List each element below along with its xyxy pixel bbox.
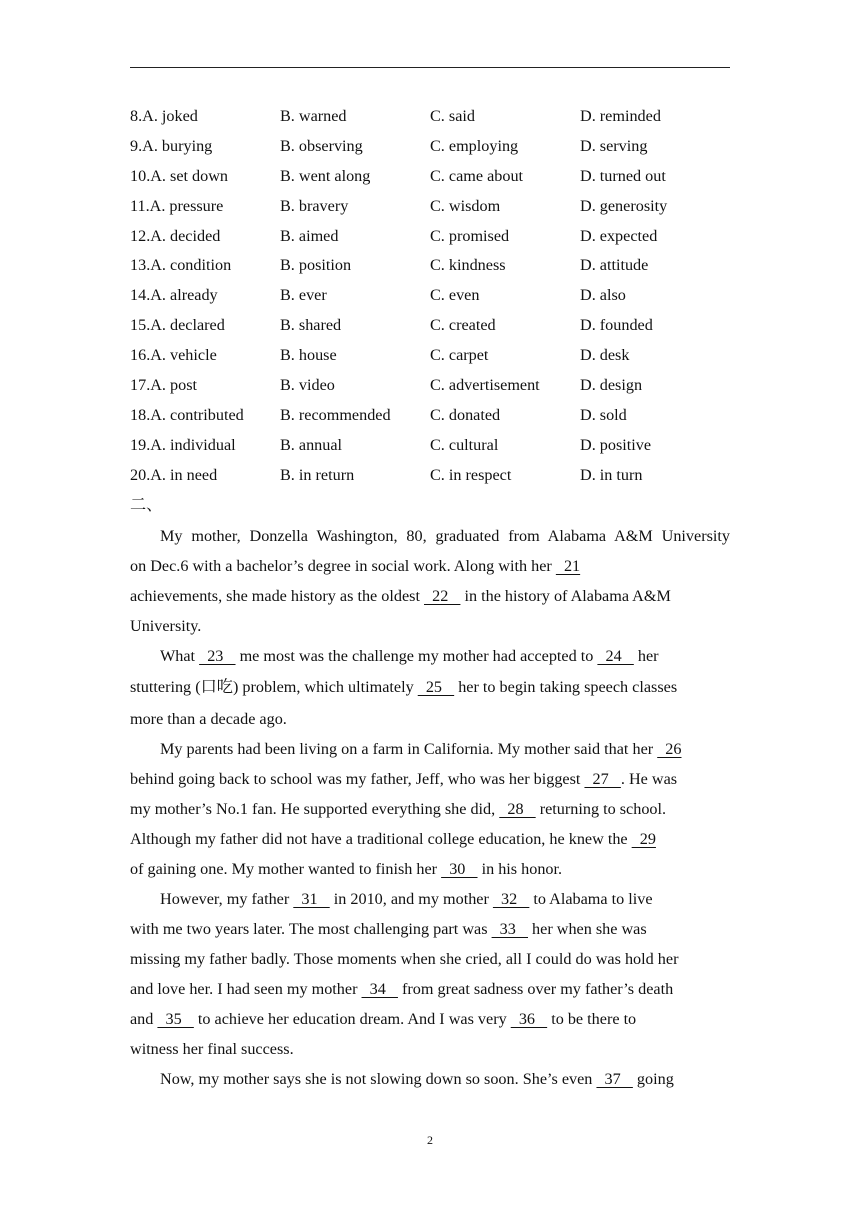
option-a: 15.A. declared	[130, 316, 225, 335]
text: University.	[130, 617, 202, 635]
blank-22: 22	[424, 587, 461, 605]
blank-30: 30	[441, 860, 478, 878]
text: Although my father did not have a traditional college education, he knew the	[130, 830, 632, 848]
option-c: C. in respect	[430, 465, 512, 484]
text: and love her. I had seen my mother	[130, 980, 362, 998]
header-rule	[130, 67, 730, 68]
blank-29: 29	[631, 830, 656, 848]
option-row	[130, 251, 730, 281]
option-row	[130, 431, 730, 461]
option-row	[130, 102, 730, 132]
option-c: C. donated	[430, 405, 501, 424]
option-a: 19.A. individual	[130, 435, 236, 454]
option-a: 17.A. post	[130, 376, 198, 395]
page-number: 2	[427, 1133, 433, 1147]
text: behind going back to school was my father, Jeff, who was her biggest	[130, 770, 585, 788]
text: Now, my mother says she is not slowing down so soon. She’s even	[160, 1070, 597, 1088]
option-a: 8.A. joked	[130, 107, 198, 125]
passage-line	[130, 1064, 730, 1094]
option-a: 11.A. pressure	[130, 196, 224, 215]
text: her when she was	[528, 920, 647, 938]
text: in the history of Alabama A&M	[460, 587, 671, 605]
blank-23: 23	[199, 647, 236, 665]
text: to achieve her education dream. And I was very	[193, 1010, 511, 1028]
option-a: 13.A. condition	[130, 256, 232, 275]
passage-line	[130, 914, 730, 944]
option-row	[130, 371, 730, 401]
passage-line	[130, 581, 730, 611]
option-d: D. serving	[580, 136, 648, 155]
passage-line	[130, 884, 730, 914]
text: on Dec.6 with a bachelor’s degree in social work. Along with her	[130, 557, 556, 575]
passage-line	[130, 734, 730, 764]
option-b: B. went along	[280, 166, 371, 185]
blank-31: 31	[293, 890, 330, 908]
option-d: D. expected	[580, 226, 658, 245]
option-c: C. employing	[430, 136, 519, 155]
option-a: 14.A. already	[130, 286, 218, 305]
option-d: D. turned out	[580, 166, 666, 185]
text: more than a decade ago.	[130, 710, 287, 728]
text: her	[633, 647, 659, 665]
text: missing my father badly. Those moments when she cried, all I could do was hold her	[130, 950, 679, 968]
option-row	[130, 132, 730, 162]
option-c: C. kindness	[430, 256, 506, 275]
blank-35: 35	[157, 1010, 194, 1028]
option-c: C. wisdom	[430, 196, 501, 215]
option-b: B. in return	[280, 465, 355, 484]
text: witness her final success.	[130, 1040, 294, 1058]
blank-34: 34	[361, 980, 398, 998]
passage-line	[130, 704, 730, 734]
passage-line	[130, 854, 730, 884]
text: However, my father	[160, 890, 294, 908]
option-c: C. carpet	[430, 346, 489, 365]
option-a: 18.A. contributed	[130, 405, 244, 424]
passage-line	[130, 794, 730, 824]
text: in his honor.	[477, 860, 563, 878]
passage-line	[130, 551, 730, 581]
blank-37: 37	[596, 1070, 633, 1088]
option-b: B. observing	[280, 136, 363, 155]
option-d: D. attitude	[580, 256, 649, 275]
blank-21: 21	[555, 557, 581, 575]
option-b: B. shared	[280, 316, 342, 335]
blank-24: 24	[597, 647, 634, 665]
option-row	[130, 192, 730, 222]
option-d: D. positive	[580, 435, 652, 454]
option-c: C. created	[430, 316, 496, 335]
blank-36: 36	[510, 1010, 548, 1028]
option-b: B. ever	[280, 286, 327, 305]
option-d: D. founded	[580, 316, 653, 335]
option-d: D. also	[580, 286, 626, 305]
text: What	[160, 647, 200, 665]
text: of gaining one. My mother wanted to finish her	[130, 860, 442, 878]
option-c: C. promised	[430, 226, 510, 245]
text: stuttering (口吃) problem, which ultimately	[130, 678, 418, 696]
blank-33: 33	[491, 920, 528, 938]
passage-line	[130, 824, 730, 854]
text: from great sadness over my father’s death	[397, 980, 674, 998]
text: her to begin taking speech classes	[454, 678, 678, 696]
option-row	[130, 401, 730, 431]
option-d: D. design	[580, 376, 643, 395]
option-d: D. generosity	[580, 196, 668, 215]
passage-line	[130, 1034, 730, 1064]
option-d: D. reminded	[580, 107, 661, 125]
text: My parents had been living on a farm in California. My mother said that her	[160, 740, 658, 758]
option-c: C. even	[430, 286, 480, 305]
option-row	[130, 162, 730, 192]
text: My mother, Donzella Washington, 80, graduated from Alabama A&M University	[160, 527, 730, 545]
option-c: C. said	[430, 107, 475, 125]
text: to Alabama to live	[529, 890, 653, 908]
blank-25: 25	[417, 678, 455, 696]
section-label: 二、	[130, 496, 163, 514]
text: and	[130, 1010, 158, 1028]
option-row	[130, 461, 730, 491]
option-a: 9.A. burying	[130, 136, 213, 155]
text: with me two years later. The most challenging part was	[130, 920, 492, 938]
option-row	[130, 341, 730, 371]
passage-line	[130, 944, 730, 974]
passage-line	[130, 1004, 730, 1034]
text: in 2010, and my mother	[329, 890, 493, 908]
option-b: B. recommended	[280, 405, 391, 424]
option-b: B. video	[280, 376, 335, 395]
text: to be there to	[547, 1010, 637, 1028]
blank-28: 28	[499, 800, 536, 818]
passage-line	[130, 521, 730, 551]
options-list	[130, 102, 730, 491]
option-c: C. advertisement	[430, 376, 540, 395]
passage-line	[130, 671, 730, 704]
blank-27: 27	[584, 770, 621, 788]
option-row	[130, 222, 730, 252]
blank-32: 32	[492, 890, 530, 908]
text: returning to school.	[535, 800, 667, 818]
option-a: 10.A. set down	[130, 166, 229, 185]
text: my mother’s No.1 fan. He supported everything she did,	[130, 800, 500, 818]
option-c: C. came about	[430, 166, 524, 185]
passage-line	[130, 974, 730, 1004]
option-d: D. sold	[580, 405, 627, 424]
option-a: 20.A. in need	[130, 465, 218, 484]
text: . He was	[620, 770, 678, 788]
blank-26: 26	[657, 740, 682, 758]
option-a: 12.A. decided	[130, 226, 221, 245]
option-c: C. cultural	[430, 435, 499, 454]
passage-line	[130, 641, 730, 671]
option-b: B. warned	[280, 107, 347, 125]
option-d: D. in turn	[580, 465, 643, 484]
option-b: B. annual	[280, 435, 343, 454]
option-b: B. position	[280, 256, 352, 275]
option-b: B. house	[280, 346, 337, 365]
option-b: B. aimed	[280, 226, 339, 245]
option-d: D. desk	[580, 346, 630, 365]
passage-line	[130, 764, 730, 794]
option-b: B. bravery	[280, 196, 349, 215]
passage-line	[130, 611, 730, 641]
option-row	[130, 311, 730, 341]
text: achievements, she made history as the oldest	[130, 587, 424, 605]
text: me most was the challenge my mother had accepted to	[235, 647, 598, 665]
option-row	[130, 281, 730, 311]
cloze-passage	[130, 521, 730, 1094]
option-a: 16.A. vehicle	[130, 346, 217, 365]
text: going	[632, 1070, 674, 1088]
